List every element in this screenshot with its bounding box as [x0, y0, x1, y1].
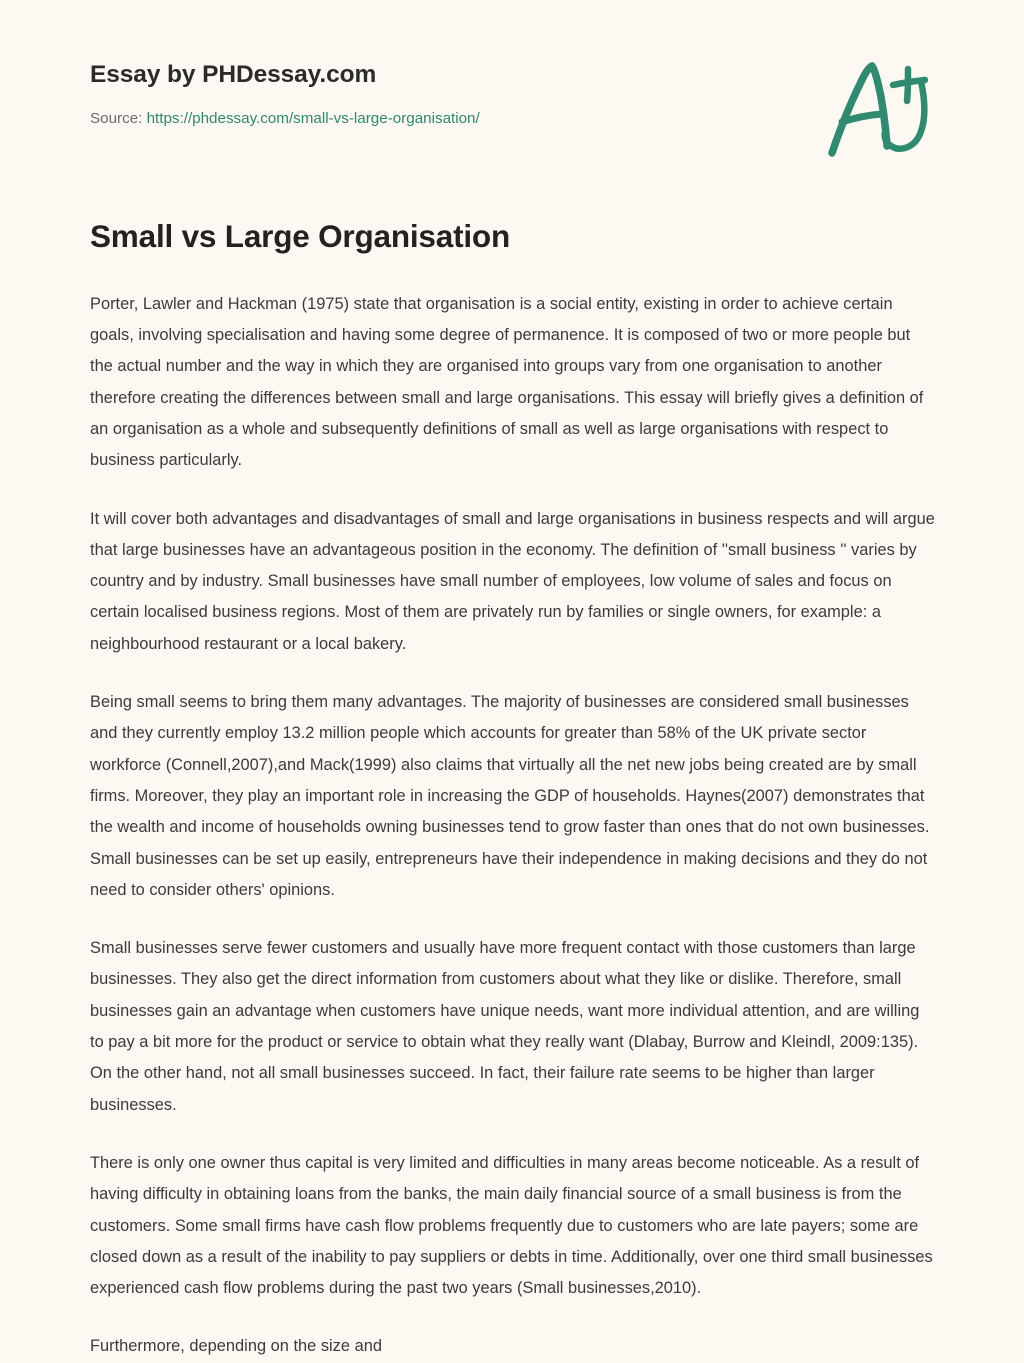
- paragraph: There is only one owner thus capital is very limited and difficulties in many areas become noticeable. As a result of having difficulty in obtaining loans from the banks, the main daily financial source of a small business is from the customers. Some small firms have cash flow problems frequently due to customers who are late payers; some are closed down as a result of the inability to pay suppliers or debts in time. Additionally, over one third small businesses experienced cash flow problems during the past two years (Small businesses,2010).: [90, 1153, 933, 1298]
- page-header: [0, 0, 1024, 150]
- paragraph: Porter, Lawler and Hackman (1975) state that organisation is a social entity, existing in order to achieve certain goals, involving specialisation and having some degree of permanence. It is composed of two or more people but the actual number and the way in which they are organised into groups vary from one organisation to another therefore creating the differences between small and large organisations. This essay will briefly gives a definition of an organisation as a whole and subsequently definitions of small as well as large organisations with respect to business particularly.: [90, 294, 924, 470]
- brand-title: Essay by PHDessay.com: [90, 61, 377, 88]
- source-label: Source:: [90, 109, 143, 127]
- paragraph: It will cover both advantages and disadvantages of small and large organisations in business respects and will argue that large businesses have an advantageous position in the economy. The definition of ''small business '' varies by country and by industry. Small businesses have small number of employees, low volume of sales and focus on certain localised business regions. Most of them are privately run by families or single owners, for example: a neighbourhood restaurant or a local bakery.: [90, 509, 935, 653]
- essay-body: [0, 289, 1024, 1363]
- page-title: Small vs Large Organisation: [90, 218, 510, 254]
- aplus-logo-icon: [820, 52, 940, 162]
- source-line: [90, 110, 940, 128]
- paragraph: Being small seems to bring them many advantages. The majority of businesses are considered small businesses and they currently employ 13.2 million people which accounts for greater than 58% of the UK private sector workforce (Connell,2007),and Mack(1999) also claims that virtually all the net new jobs being created are by small firms. Moreover, they play an important role in increasing the GDP of households. Haynes(2007) demonstrates that the wealth and income of households owning businesses tend to grow faster than ones that do not own businesses. Small businesses can be set up easily, entrepreneurs have their independence in making decisions and they do not need to consider others' opinions.: [90, 693, 930, 899]
- paragraph: Small businesses serve fewer customers and usually have more frequent contact with those customers than large businesses. They also get the direct information from customers about what they like or dislike. Therefore, small businesses gain an advantage when customers have unique needs, want more individual attention, and are willing to pay a bit more for the product or service to obtain what they really want (Dlabay, Burrow and Kleindl, 2009:135). On the other hand, not all small businesses succeed. In fact, their failure rate seems to be higher than larger businesses.: [90, 939, 920, 1114]
- aplus-logo-glyph: [820, 52, 940, 162]
- paragraph-truncated: Furthermore, depending on the size and: [90, 1337, 382, 1356]
- source-url-link[interactable]: https://phdessay.com/small-vs-large-organisation/: [146, 109, 480, 127]
